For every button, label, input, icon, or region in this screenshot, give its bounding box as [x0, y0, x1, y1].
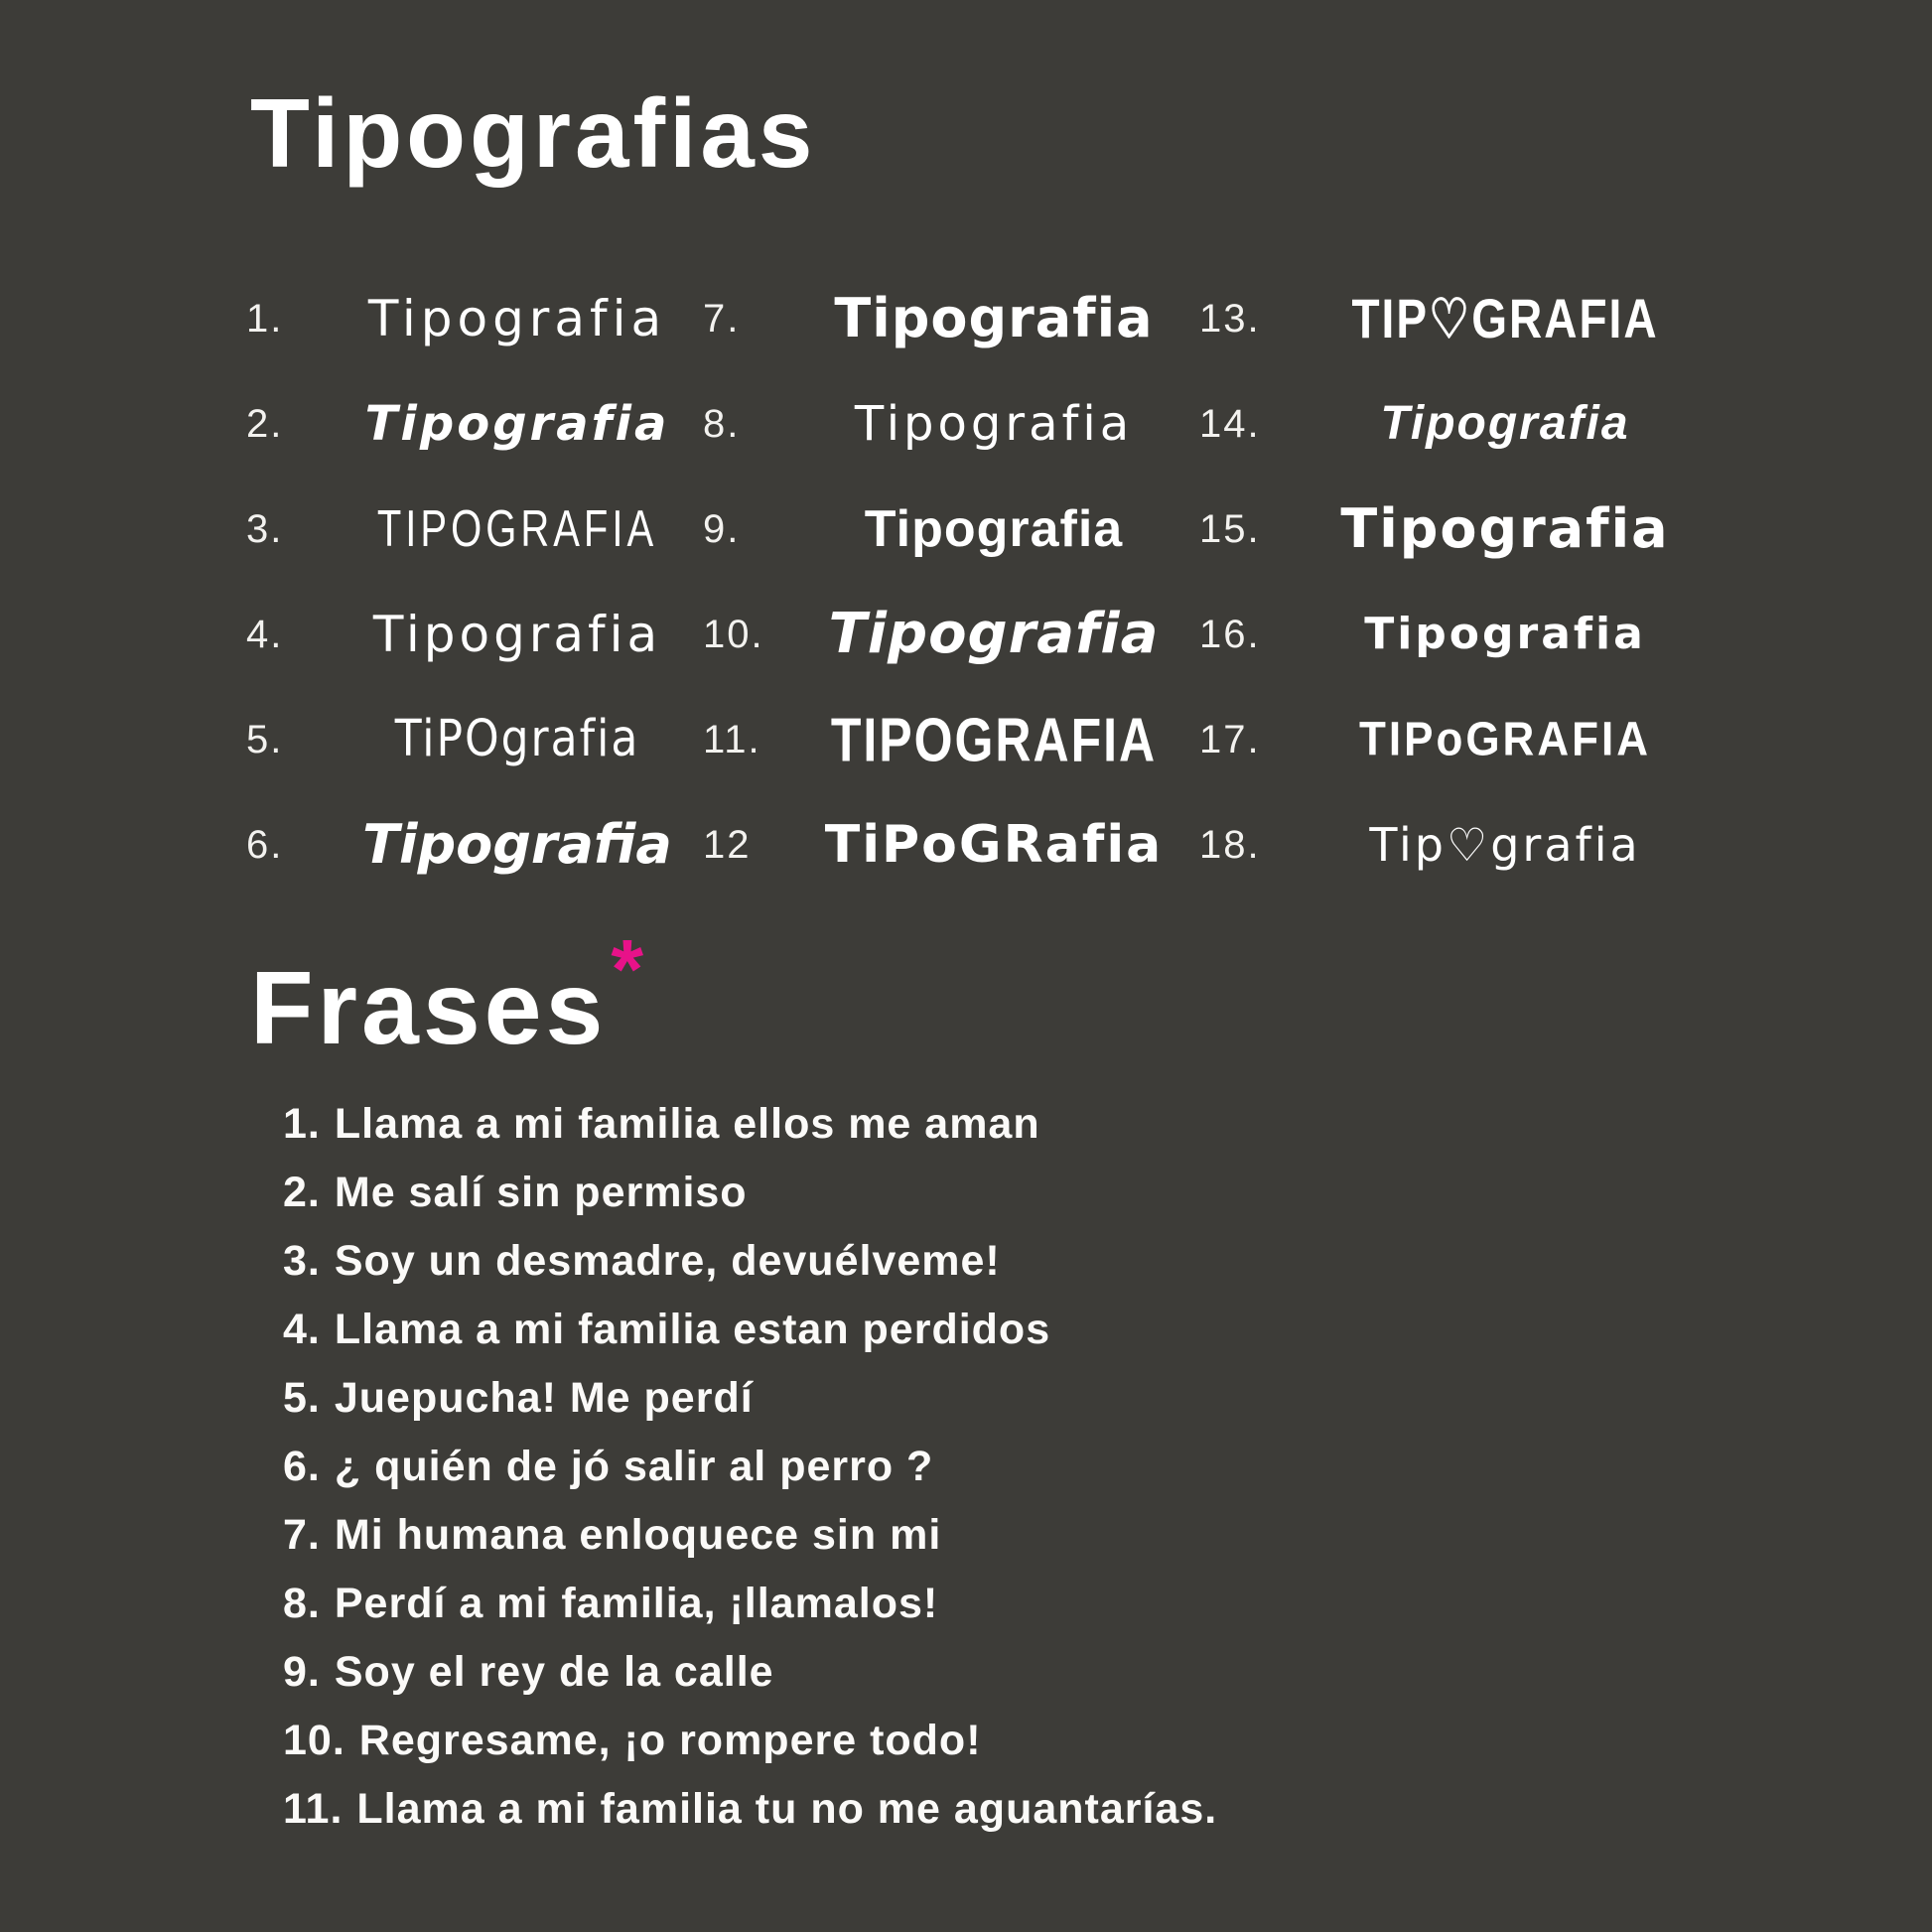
item-number: 10.: [703, 612, 764, 656]
frase-number: 2.: [283, 1169, 321, 1216]
tipografia-sample: TIPOGRAFIA: [376, 500, 658, 558]
frase-item-1: [283, 1090, 1217, 1159]
tipografia-item-2: [246, 396, 703, 452]
item-number: 6.: [246, 822, 284, 867]
item-number: 2.: [246, 401, 284, 446]
tipografia-item-12: [703, 815, 1199, 875]
frase-number: 10.: [283, 1717, 345, 1764]
frase-text: ¿ quién de jó salir al perro ?: [334, 1443, 934, 1490]
item-number: 12: [703, 822, 752, 867]
tipografia-item-18: [1199, 818, 1725, 872]
tipografia-item-3: [246, 500, 703, 558]
item-number: 9.: [703, 506, 741, 551]
frase-text: Juepucha! Me perdí: [334, 1374, 754, 1422]
frases-list: [283, 1090, 1217, 1844]
frase-number: 1.: [283, 1100, 321, 1148]
tipografia-item-10: [703, 602, 1199, 666]
frase-text: Llama a mi familia ellos me aman: [334, 1100, 1040, 1148]
tipografia-sample: Tipografia: [828, 602, 1160, 666]
frases-asterisk-icon: *: [611, 922, 648, 1016]
tipografia-item-13: [1199, 287, 1725, 350]
frase-number: 9.: [283, 1648, 321, 1696]
item-number: 5.: [246, 717, 284, 761]
item-number: 4.: [246, 612, 284, 656]
tipografia-sample: Tip♡grafia: [1369, 818, 1641, 872]
item-number: 8.: [703, 401, 741, 446]
item-number: 14.: [1199, 401, 1261, 446]
tipografia-item-4: [246, 606, 703, 663]
item-number: 11.: [703, 717, 761, 761]
tipografia-item-1: [246, 290, 703, 347]
item-number: 16.: [1199, 612, 1261, 656]
frase-text: Mi humana enloquece sin mi: [334, 1511, 942, 1559]
item-number: 7.: [703, 296, 741, 341]
tipografia-item-14: [1199, 397, 1725, 450]
tipografia-item-15: [1199, 497, 1725, 560]
frase-text: Llama a mi familia tu no me aguantarías.: [356, 1785, 1218, 1833]
tipografia-sample: Tipografia: [1380, 397, 1630, 450]
item-number: 1.: [246, 296, 284, 341]
tipografias-title: Tipografias: [250, 78, 817, 188]
tipografia-item-7: [703, 287, 1199, 349]
frases-title: Frases: [250, 951, 608, 1066]
tipografia-sample: Tipografia: [834, 287, 1154, 349]
tipografia-sample: Tipografia: [367, 290, 667, 347]
item-number: 13.: [1199, 296, 1261, 341]
tipografia-sample: Tipografia: [854, 396, 1134, 452]
frase-number: 3.: [283, 1237, 321, 1285]
frase-text: Soy un desmadre, devuélveme!: [334, 1237, 1001, 1285]
frase-item-8: [283, 1570, 1217, 1638]
tipografia-sample: Tipografia: [1340, 497, 1670, 560]
frase-item-10: [283, 1707, 1217, 1775]
frase-number: 7.: [283, 1511, 321, 1559]
item-number: 15.: [1199, 506, 1261, 551]
item-number: 3.: [246, 506, 284, 551]
frase-number: 11.: [283, 1785, 344, 1833]
frase-item-5: [283, 1364, 1217, 1433]
tipografia-item-17: [1199, 712, 1725, 766]
frase-number: 4.: [283, 1306, 321, 1353]
tipografia-item-9: [703, 500, 1199, 558]
tipografia-item-8: [703, 396, 1199, 452]
tipografia-sample: Tipografia: [1364, 609, 1646, 659]
frase-number: 5.: [283, 1374, 321, 1422]
tipografias-grid: [246, 266, 1725, 901]
tipografia-sample: TIPoGRAFIA: [1359, 712, 1651, 766]
frase-text: Soy el rey de la calle: [334, 1648, 774, 1696]
frase-text: Regresame, ¡o rompere todo!: [358, 1717, 982, 1764]
frase-number: 8.: [283, 1580, 321, 1627]
frase-item-3: [283, 1227, 1217, 1296]
frase-item-6: [283, 1433, 1217, 1501]
tipografia-item-16: [1199, 609, 1725, 659]
frases-heading: [250, 921, 647, 1068]
tipografia-sample: Tipografia: [364, 396, 670, 452]
tipografia-sample: Tipografia: [864, 500, 1124, 558]
tipografia-item-11: [703, 705, 1199, 774]
frase-text: Perdí a mi familia, ¡llamalos!: [334, 1580, 939, 1627]
frase-item-11: [283, 1775, 1217, 1844]
tipografia-sample: Tipografia: [362, 813, 672, 876]
tipografia-sample: TiPOgrafia: [394, 710, 640, 768]
item-number: 17.: [1199, 717, 1261, 761]
frase-text: Llama a mi familia estan perdidos: [334, 1306, 1051, 1353]
tipografia-sample: TiPoGRafia: [824, 815, 1164, 875]
tipografia-sample: TIPOGRAFIA: [830, 705, 1158, 774]
frase-item-9: [283, 1638, 1217, 1707]
frase-text: Me salí sin permiso: [334, 1169, 748, 1216]
frase-item-4: [283, 1296, 1217, 1364]
frase-item-2: [283, 1159, 1217, 1227]
item-number: 18.: [1199, 822, 1261, 867]
frase-item-7: [283, 1501, 1217, 1570]
tipografia-sample: TIP♡GRAFIA: [1351, 287, 1659, 350]
frase-number: 6.: [283, 1443, 321, 1490]
tipografia-item-6: [246, 813, 703, 876]
tipografia-item-5: [246, 710, 703, 768]
tipografia-sample: Tipografia: [372, 606, 662, 663]
